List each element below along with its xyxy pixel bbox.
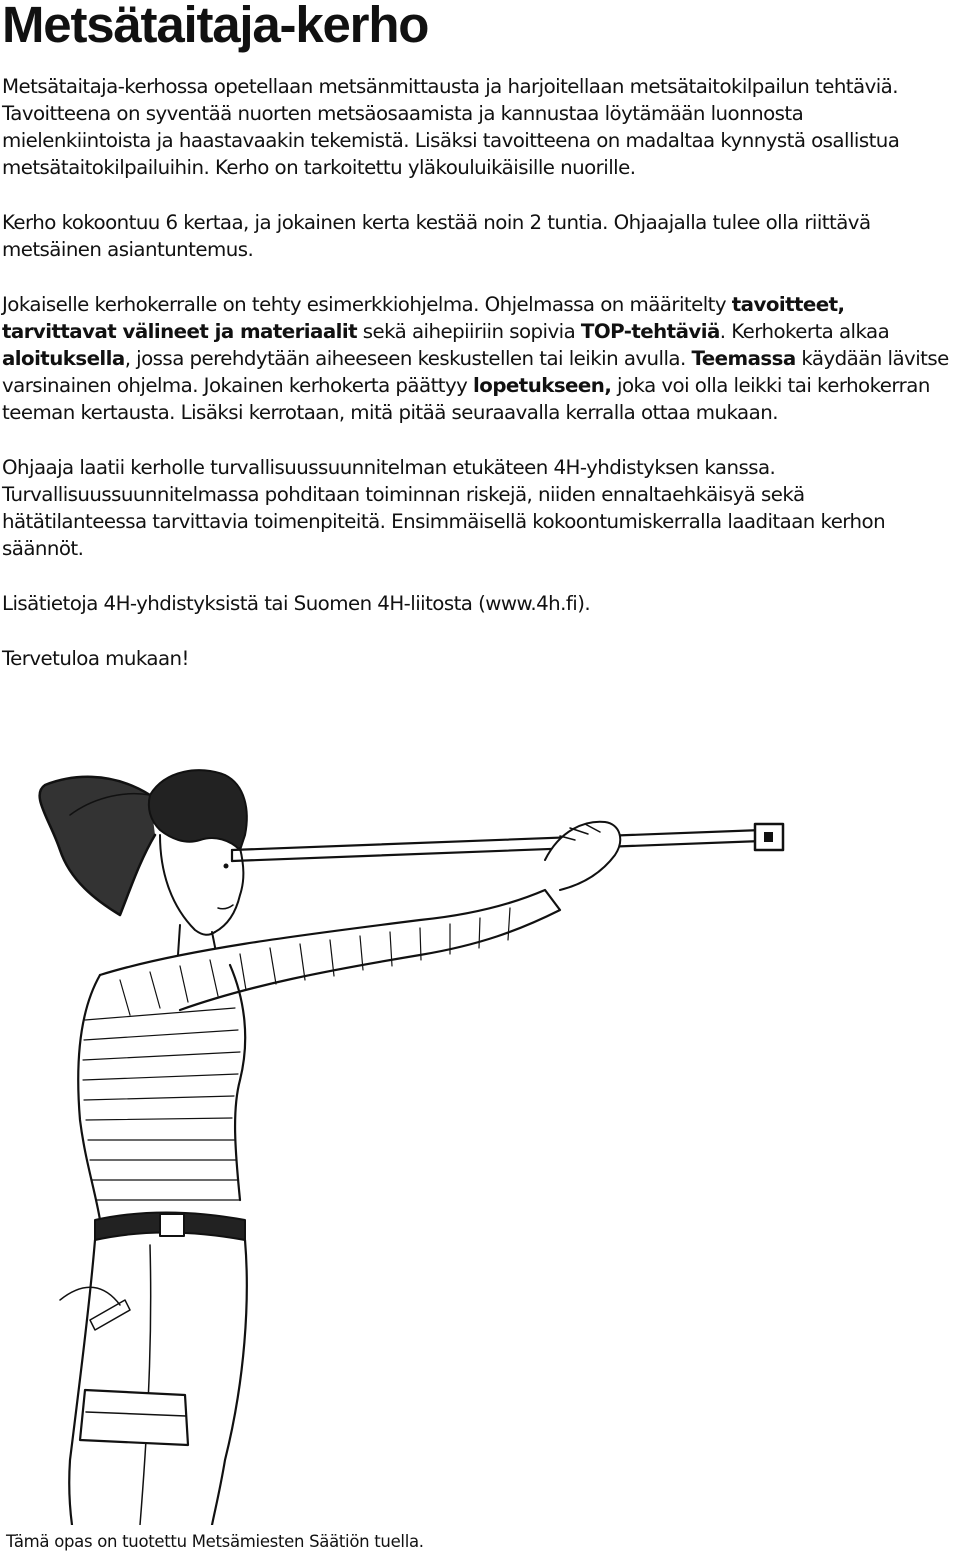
body-text	[2, 73, 952, 700]
program-bold-end: lopetukseen,	[473, 374, 612, 397]
program-bold-goals: tavoitteet, tarvittavat välineet ja materiaalit	[2, 293, 845, 343]
program-text-1: Jokaiselle kerhokerralle on tehty esimerkkiohjelma. Ohjelmassa on määritelty	[2, 293, 732, 316]
program-text-6: joka voi olla leikki tai kerhokerran teeman kertausta. Lisäksi kerrotaan, mitä pitää seuraavalla kerralla ottaa mukaan.	[2, 374, 930, 424]
program-text-3: . Kerhokerta alkaa	[719, 320, 890, 343]
program-bold-start: aloituksella	[2, 347, 125, 370]
program-text-5: käydään lävitse varsinainen ohjelma. Jokainen kerhokerta päättyy	[2, 347, 949, 397]
intro-paragraph: Metsätaitaja-kerhossa opetellaan metsänmittausta ja harjoitellaan metsätaitokilpailun tehtäviä. Tavoitteena on syventää nuorten metsäosaamista ja kannustaa löytämään luonnosta mielenkiintoista ja haastavaakin tekemistä. Lisäksi tavoitteena on madaltaa kynnystä osallistua metsätaitokilpailuihin. Kerho on tarkoitettu yläkouluikäisille nuorille.	[2, 75, 900, 179]
safety-paragraph: Ohjaaja laatii kerholle turvallisuussuunnitelman etukäteen 4H-yhdistyksen kanssa. Turvallisuussuunnitelmassa pohditaan toiminnan riskejä, niiden ennaltaehkäisyä sekä hätätilanteessa tarvittavia toimenpiteitä. Ensimmäisellä kokoontumiskerralla laaditaan kerhon säännöt.	[2, 456, 886, 560]
measuring-girl-illustration	[0, 740, 820, 1525]
program-paragraph	[2, 291, 952, 426]
meeting-paragraph: Kerho kokoontuu 6 kertaa, ja jokainen kerta kestää noin 2 tuntia. Ohjaajalla tulee olla riittävä metsäinen asiantuntemus.	[2, 211, 871, 261]
welcome-paragraph: Tervetuloa mukaan!	[2, 647, 189, 670]
program-text-4: , jossa perehdytään aiheeseen keskustellen tai leikin avulla.	[124, 347, 692, 370]
program-bold-theme: Teemassa	[691, 347, 796, 370]
program-text-2: sekä aihepiiriin sopivia	[357, 320, 581, 343]
page-title: Metsätaitaja-kerho	[2, 0, 429, 53]
more-info-paragraph: Lisätietoja 4H-yhdistyksistä tai Suomen 4H-liitosta (www.4h.fi).	[2, 592, 591, 615]
program-bold-top: TOP-tehtäviä	[580, 320, 720, 343]
footer-note: Tämä opas on tuotettu Metsämiesten Säätiön tuella.	[6, 1532, 424, 1551]
